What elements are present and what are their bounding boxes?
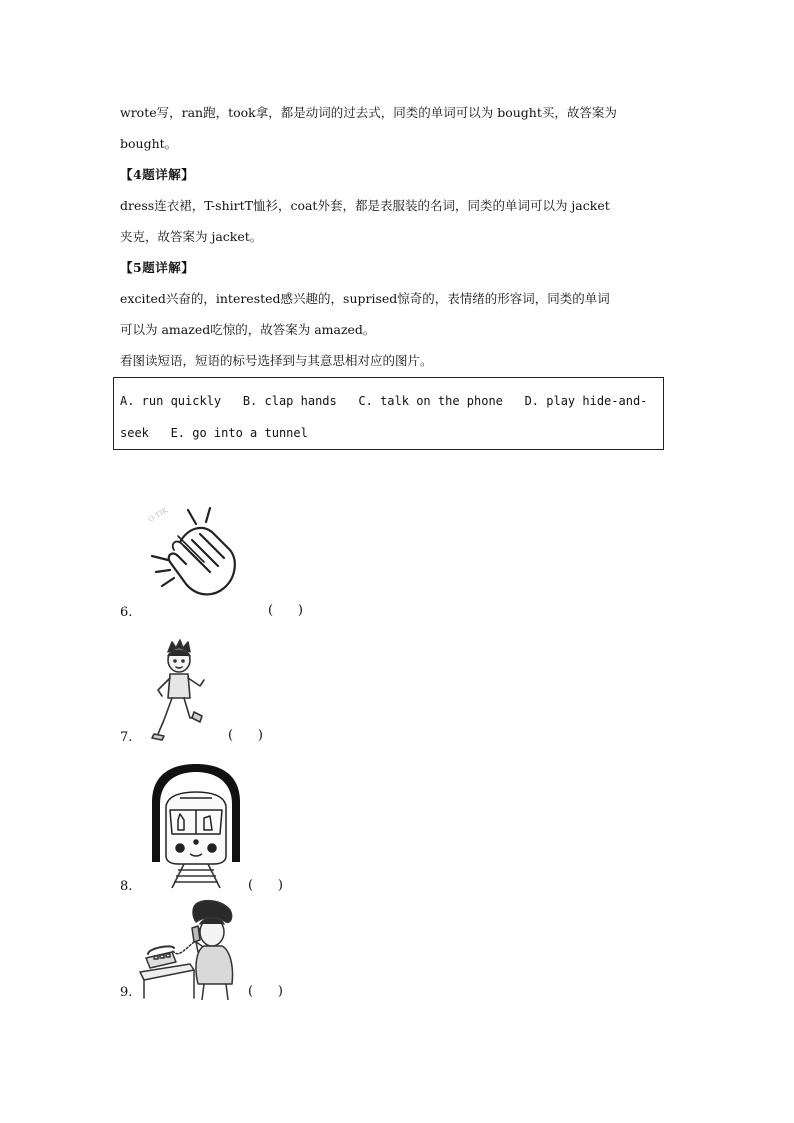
options-box <box>113 377 664 450</box>
q4-heading: 【4题详解】 <box>120 167 195 182</box>
question-7-number: 7. <box>120 730 133 745</box>
section-instruction: 看图读短语，短语的标号选择到与其意思相对应的图片。 <box>120 353 433 368</box>
train-tunnel-picture <box>150 762 242 890</box>
options-line1: A. run quickly B. clap hands C. talk on the phone D. play hide-and- <box>120 394 648 408</box>
phone-call-picture <box>138 898 234 1000</box>
q5-explanation-line2: 可以为 amazed吃惊的，故答案为 amazed。 <box>120 322 376 337</box>
question-8-answer-blank[interactable]: ( ) <box>248 878 283 893</box>
question-9-answer-blank[interactable]: ( ) <box>248 984 283 999</box>
options-line2: seek E. go into a tunnel <box>120 426 308 440</box>
question-9-number: 9. <box>120 985 133 1000</box>
question-6-answer-blank[interactable]: ( ) <box>268 603 303 618</box>
question-8-number: 8. <box>120 879 133 894</box>
q4-explanation-line2: 夹克，故答案为 jacket。 <box>120 229 263 244</box>
clapping-hands-picture <box>140 500 250 605</box>
q3-explanation-line2: bought。 <box>120 136 178 151</box>
q5-heading: 【5题详解】 <box>120 260 195 275</box>
svg-text:O TIK: O TIK <box>147 506 169 524</box>
question-7-answer-blank[interactable]: ( ) <box>228 728 263 743</box>
running-boy-picture <box>150 638 210 742</box>
question-6-number: 6. <box>120 605 133 620</box>
q5-explanation-line1: excited兴奋的，interested感兴趣的，suprised惊奇的，表情绪的形容词，同类的单词 <box>120 291 610 306</box>
q4-explanation-line1: dress连衣裙，T-shirtT恤衫，coat外套，都是表服装的名词，同类的单词可以为 jacket <box>120 198 610 213</box>
q3-explanation-line1: wrote写，ran跑，took拿，都是动词的过去式，同类的单词可以为 bought买，故答案为 <box>120 105 617 120</box>
